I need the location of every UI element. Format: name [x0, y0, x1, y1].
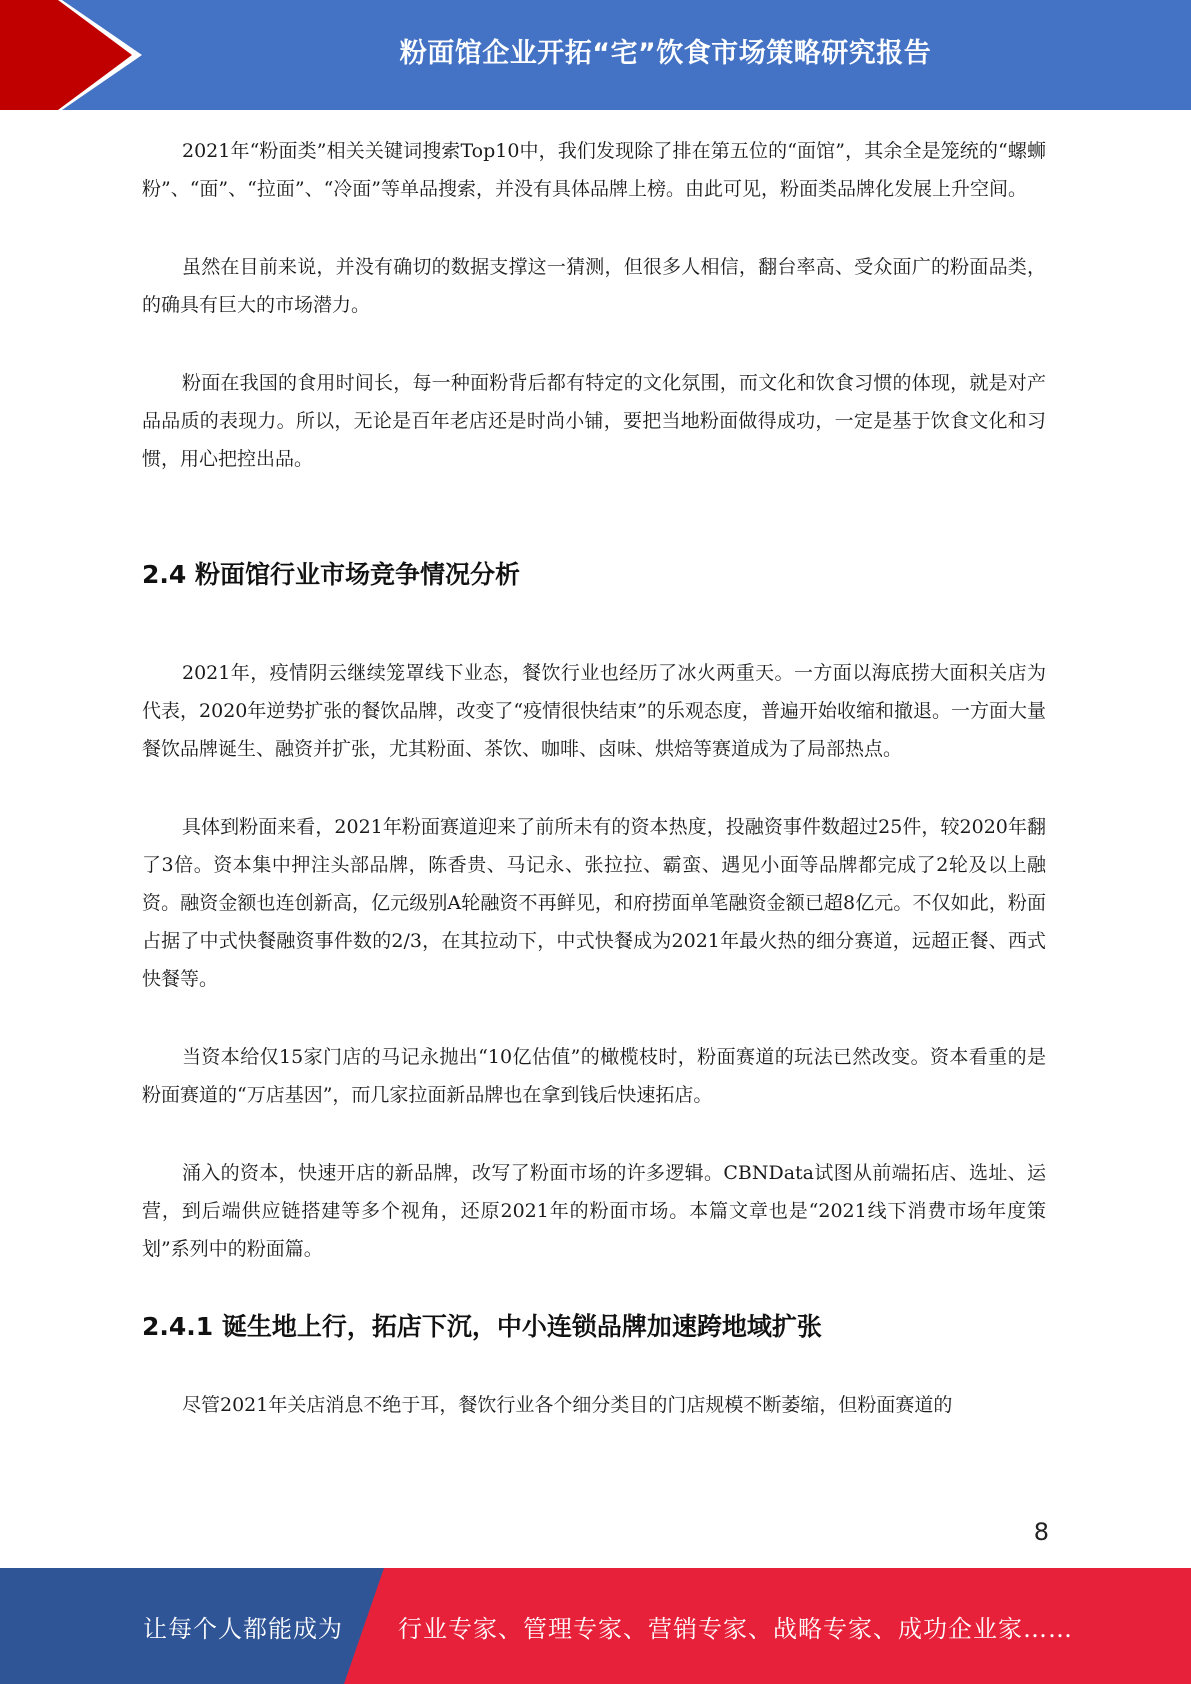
section-heading-2-4-1: 2.4.1 诞生地上行，拓店下沉，中小连锁品牌加速跨地域扩张: [142, 1312, 822, 1341]
paragraph-intro-2: 虽然在目前来说，并没有确切的数据支撑这一猜测，但很多人相信，翻台率高、受众面广的粉面品类，的确具有巨大的市场潜力。: [142, 256, 1046, 316]
page-number: 8: [1033, 1518, 1049, 1546]
paragraph-intro-1: 2021年“粉面类”相关关键词搜索Top10中，我们发现除了排在第五位的“面馆”，其余全是笼统的“螺蛳粉”、“面”、“拉面”、“冷面”等单品搜索，并没有具体品牌上榜。由此可见，粉面类品牌化发展上升空间。: [142, 140, 1046, 200]
section-heading-2-4: 2.4 粉面馆行业市场竞争情况分析: [142, 560, 520, 589]
footer-roles: 行业专家、管理专家、营销专家、战略专家、成功企业家……: [398, 1614, 1073, 1643]
report-title: 粉面馆企业开拓“宅”饮食市场策略研究报告: [399, 37, 932, 69]
paragraph-2-4-1-1: 尽管2021年关店消息不绝于耳，餐饮行业各个细分类目的门店规模不断萎缩，但粉面赛道的: [182, 1394, 953, 1416]
page-header: [0, 0, 1191, 110]
document-body: [142, 132, 1046, 1424]
paragraph-2-4-2: 具体到粉面来看，2021年粉面赛道迎来了前所未有的资本热度，投融资事件数超过25件，较2020年翻了3倍。资本集中押注头部品牌，陈香贵、马记永、张拉拉、霸蛮、遇见小面等品牌都完成了2轮及以上融资。融资金额也连创新高，亿元级别A轮融资不再鲜见，和府捞面单笔融资金额已超8亿元。不仅如此，粉面占据了中式快餐融资事件数的2/3，在其拉动下，中式快餐成为2021年最火热的细分赛道，远超正餐、西式快餐等。: [142, 816, 1046, 990]
footer-slogan: 让每个人都能成为: [143, 1614, 343, 1643]
page-footer: [0, 1568, 1191, 1684]
paragraph-2-4-4: 涌入的资本，快速开店的新品牌，改写了粉面市场的许多逻辑。CBNData试图从前端拓店、选址、运营，到后端供应链搭建等多个视角，还原2021年的粉面市场。本篇文章也是“2021线下消费市场年度策划”系列中的粉面篇。: [142, 1162, 1046, 1260]
paragraph-intro-3: 粉面在我国的食用时间长，每一种面粉背后都有特定的文化氛围，而文化和饮食习惯的体现，就是对产品品质的表现力。所以，无论是百年老店还是时尚小铺，要把当地粉面做得成功，一定是基于饮食文化和习惯，用心把控出品。: [142, 372, 1046, 470]
paragraph-2-4-3: 当资本给仅15家门店的马记永抛出“10亿估值”的橄榄枝时，粉面赛道的玩法已然改变。资本看重的是粉面赛道的“万店基因”，而几家拉面新品牌也在拿到钱后快速拓店。: [142, 1046, 1046, 1106]
paragraph-2-4-1: 2021年，疫情阴云继续笼罩线下业态，餐饮行业也经历了冰火两重天。一方面以海底捞大面积关店为代表，2020年逆势扩张的餐饮品牌，改变了“疫情很快结束”的乐观态度，普遍开始收缩和撤退。一方面大量餐饮品牌诞生、融资并扩张，尤其粉面、茶饮、咖啡、卤味、烘焙等赛道成为了局部热点。: [142, 662, 1046, 760]
